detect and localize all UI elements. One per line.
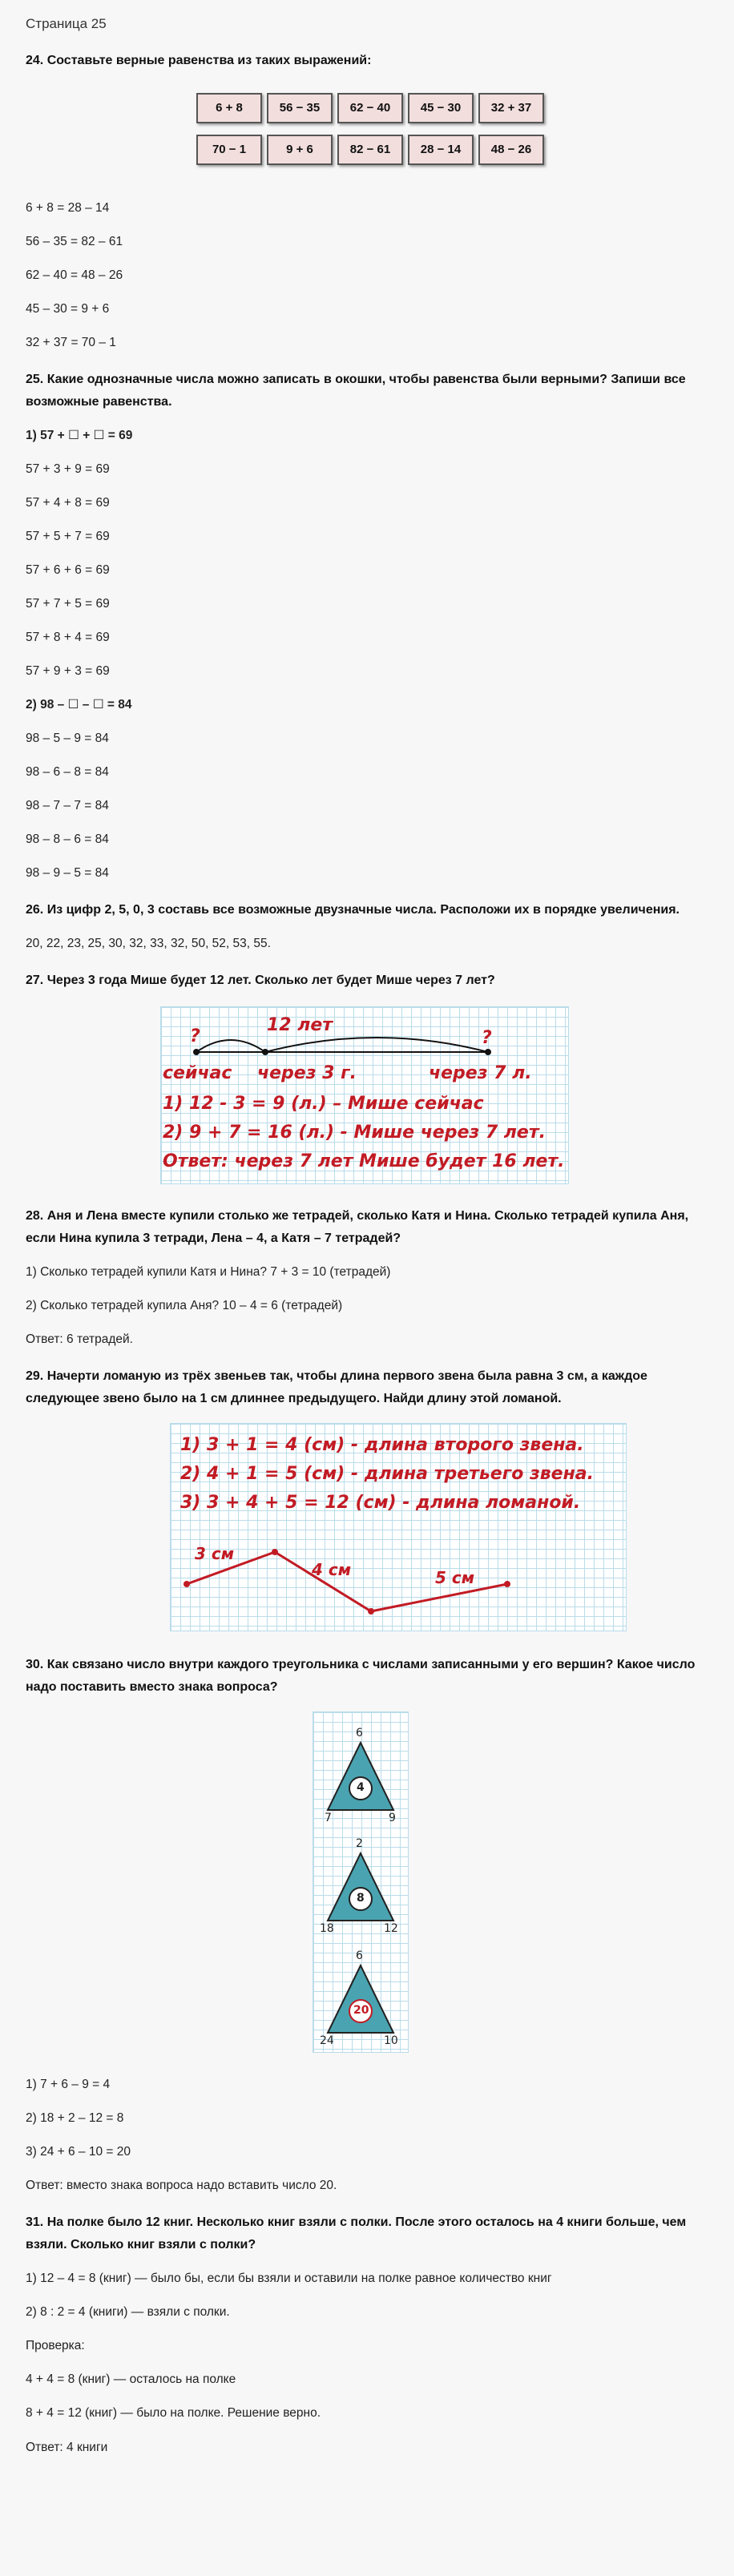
vertex-number: 18 <box>320 1922 334 1936</box>
task-24-question: 24. Составьте верные равенства из таких выражений: <box>26 54 372 67</box>
answer-line: Ответ: вместо знака вопроса надо вставить число 20. <box>26 2179 337 2193</box>
task-30-drawing <box>313 1711 409 2053</box>
triangles-diagram <box>313 1712 408 2052</box>
center-number: 4 <box>357 1781 365 1795</box>
answer-line: 57 + 6 + 6 = 69 <box>26 563 110 578</box>
answer-line: 2) 18 + 2 – 12 = 8 <box>26 2111 124 2126</box>
label-now: сейчас <box>163 1063 232 1084</box>
vertex-number: 6 <box>356 1949 363 1963</box>
answer-line: 56 – 35 = 82 – 61 <box>26 235 123 249</box>
label-in-3: через 3 г. <box>257 1063 357 1084</box>
answer-line: Ответ: 6 тетрадей. <box>26 1332 133 1347</box>
task-25-question: 25. Какие однозначные числа можно записать в окошки, чтобы равенства были верными? Запиши все возможные равенства. <box>26 373 686 409</box>
answer-line: 98 – 6 – 8 = 84 <box>26 765 109 780</box>
expression-chip: 6 + 8 <box>196 93 262 123</box>
expression-chip: 45 − 30 <box>408 93 474 123</box>
expression-chip: 32 + 37 <box>478 93 544 123</box>
label-in-7: через 7 л. <box>429 1063 532 1084</box>
label-12-years: 12 лет <box>267 1015 333 1036</box>
answer-line: 57 + 8 + 4 = 69 <box>26 631 110 645</box>
answer-line: 57 + 7 + 5 = 69 <box>26 597 110 611</box>
vertex-number: 24 <box>320 2034 334 2048</box>
answer-line: 57 + 5 + 7 = 69 <box>26 530 110 544</box>
answer-line: 4 + 4 = 8 (книг) — осталось на полке <box>26 2372 236 2387</box>
task-27-question: 27. Через 3 года Мише будет 12 лет. Сколько лет будет Мише через 7 лет? <box>26 974 495 988</box>
part-heading: 2) 98 – ☐ – ☐ = 84 <box>26 698 132 712</box>
answer-line: 6 + 8 = 28 – 14 <box>26 201 110 215</box>
task-29-question: 29. Начерти ломаную из трёх звеньев так, чтобы длина первого звена была равна 3 см, а каждое следующее звено было на 1 см длиннее предыдущего. Найди длину этой ломаной. <box>26 1369 647 1406</box>
segment-label: 3 см <box>195 1544 235 1564</box>
segment-label: 4 см <box>312 1560 352 1580</box>
answer-line: 32 + 37 = 70 – 1 <box>26 336 116 350</box>
task-30-question: 30. Как связано число внутри каждого треугольника с числами записанными у его вершин? Какое число надо поставить вместо знака вопроса? <box>26 1658 696 1695</box>
answer-line: Ответ: 4 книги <box>26 2440 108 2454</box>
vertex-number: 7 <box>325 1812 332 1825</box>
answer-line: 1) 12 – 4 = 8 (книг) — было бы, если бы взяли и оставили на полке равное количество книг <box>26 2272 552 2286</box>
vertex-number: 2 <box>356 1837 363 1851</box>
center-number: 20 <box>353 2004 369 2018</box>
solution-step: 2) 9 + 7 = 16 (л.) - Мише через 7 лет. <box>163 1123 546 1143</box>
answer-line: 57 + 3 + 9 = 69 <box>26 462 110 477</box>
solution-step: 3) 3 + 4 + 5 = 12 (см) - длина ломаной. <box>180 1493 581 1514</box>
segment-label: 5 см <box>435 1568 475 1588</box>
vertex-number: 6 <box>356 1727 363 1740</box>
answer-line: 8 + 4 = 12 (книг) — было на полке. Решение верно. <box>26 2406 321 2421</box>
answer-line: 2) 8 : 2 = 4 (книги) — взяли с полки. <box>26 2305 230 2320</box>
page-title: Страница 25 <box>26 16 107 31</box>
expression-chip: 9 + 6 <box>267 135 333 165</box>
expression-chip: 28 − 14 <box>408 135 474 165</box>
task-28-question: 28. Аня и Лена вместе купили столько же тетрадей, сколько Катя и Нина. Сколько тетрадей купила Аня, если Нина купила 3 тетради, Лена – 4, а Катя – 7 тетрадей? <box>26 1209 689 1246</box>
expression-chip: 82 − 61 <box>337 135 403 165</box>
answer-text: Ответ: через 7 лет Мише будет 16 лет. <box>163 1151 565 1172</box>
solution-step: 1) 12 - 3 = 9 (л.) – Мише сейчас <box>163 1094 484 1115</box>
answer-line: 3) 24 + 6 – 10 = 20 <box>26 2145 131 2159</box>
expression-chip: 62 − 40 <box>337 93 403 123</box>
answer-line: 2) Сколько тетрадей купила Аня? 10 – 4 = 6 (тетрадей) <box>26 1299 343 1313</box>
answer-line: 45 – 30 = 9 + 6 <box>26 302 110 316</box>
expression-row-1 <box>26 93 715 123</box>
vertex-number: 10 <box>384 2034 398 2048</box>
part-heading: 1) 57 + ☐ + ☐ = 69 <box>26 429 133 443</box>
solution-step: 1) 3 + 1 = 4 (см) - длина второго звена. <box>180 1435 584 1456</box>
expression-row-2 <box>26 135 715 165</box>
task-29-drawing <box>170 1423 627 1631</box>
answer-line: 20, 22, 23, 25, 30, 32, 33, 32, 50, 52, 53, 55. <box>26 937 271 951</box>
answer-line: 98 – 9 – 5 = 84 <box>26 866 109 881</box>
answer-line: 62 – 40 = 48 – 26 <box>26 268 123 283</box>
task-27-drawing <box>160 1006 569 1184</box>
expression-chip: 48 − 26 <box>478 135 544 165</box>
task-26-question: 26. Из цифр 2, 5, 0, 3 составь все возможные двузначные числа. Расположи их в порядке увеличения. <box>26 903 680 917</box>
answer-line: 57 + 4 + 8 = 69 <box>26 496 110 510</box>
vertex-number: 12 <box>384 1922 398 1936</box>
expression-chip: 70 − 1 <box>196 135 262 165</box>
answer-line: 1) Сколько тетрадей купили Катя и Нина? 7 + 3 = 10 (тетрадей) <box>26 1265 391 1280</box>
center-number: 8 <box>357 1892 365 1905</box>
expression-chip: 56 − 35 <box>267 93 333 123</box>
answer-line: 98 – 5 – 9 = 84 <box>26 732 109 746</box>
answer-line: 98 – 7 – 7 = 84 <box>26 799 109 813</box>
question-mark: ? <box>190 1026 200 1047</box>
solution-step: 2) 4 + 1 = 5 (см) - длина третьего звена. <box>180 1464 594 1485</box>
vertex-number: 9 <box>389 1812 396 1825</box>
page-content <box>26 16 715 2472</box>
answer-line: Проверка: <box>26 2339 85 2353</box>
answer-line: 1) 7 + 6 – 9 = 4 <box>26 2078 111 2092</box>
answer-line: 57 + 9 + 3 = 69 <box>26 664 110 679</box>
question-mark: ? <box>482 1028 492 1049</box>
answer-line: 98 – 8 – 6 = 84 <box>26 832 109 847</box>
task-31-question: 31. На полке было 12 книг. Несколько книг взяли с полки. После этого осталось на 4 книги больше, чем взяли. Сколько книг взяли с полки? <box>26 2215 687 2252</box>
